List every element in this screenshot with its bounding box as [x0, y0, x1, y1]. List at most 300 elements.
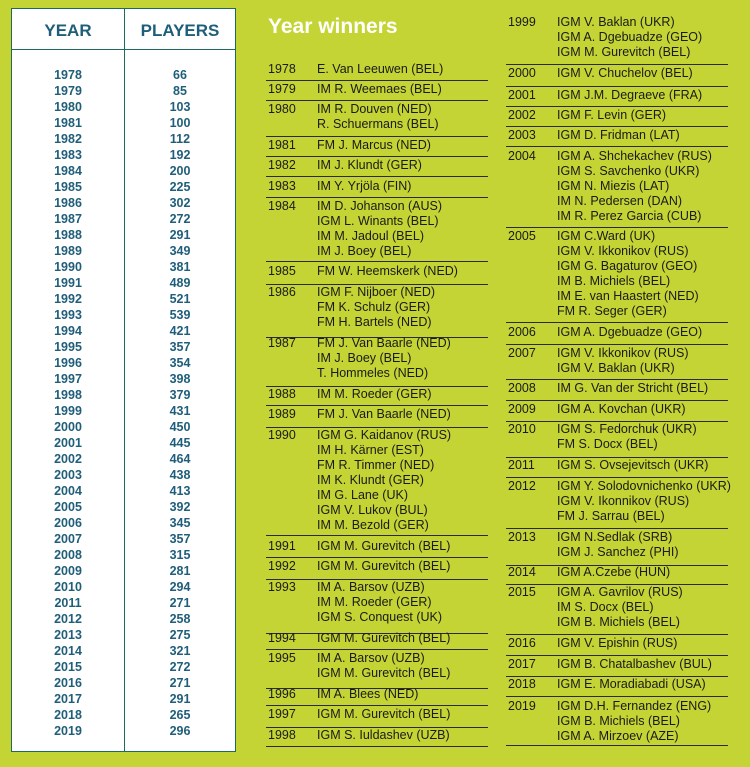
winner-names [317, 407, 451, 422]
winner-entry [266, 138, 488, 157]
year-cell: 2018 [54, 708, 82, 722]
table-row [12, 468, 235, 484]
players-column-header: PLAYERS [140, 21, 220, 40]
table-row [12, 612, 235, 628]
winner-names [557, 108, 666, 123]
winner-entry [506, 88, 728, 107]
players-cell: 85 [173, 84, 187, 98]
year-cell: 2016 [54, 676, 82, 690]
winner-names [317, 728, 450, 743]
winner-name: IM R. Douven (NED) [317, 102, 432, 116]
winner-entry [506, 229, 728, 323]
table-row [12, 116, 235, 132]
players-cell: 271 [169, 596, 191, 610]
table-row [12, 708, 235, 724]
year-cell: 2002 [54, 452, 82, 466]
winner-entry [506, 585, 728, 635]
winner-name: IGM E. Moradiabadi (USA) [557, 677, 706, 691]
winner-name: IGM M. Gurevitch (BEL) [317, 666, 451, 680]
winner-year: 1986 [268, 285, 296, 299]
table-row [12, 436, 235, 452]
players-cell: 272 [169, 660, 191, 674]
winner-names [557, 585, 683, 630]
year-cell: 2011 [54, 596, 82, 610]
year-cell: 1992 [54, 292, 82, 306]
winner-names [557, 636, 677, 651]
year-cell: 1994 [54, 324, 82, 338]
year-cell: 1989 [54, 244, 82, 258]
winner-name: IGM V. Baklan (UKR) [557, 15, 675, 29]
winner-name: FM R. Seger (GER) [557, 304, 667, 318]
winner-names [317, 580, 442, 625]
winner-name: R. Schuermans (BEL) [317, 117, 439, 131]
year-cell: 2015 [54, 660, 82, 674]
winner-name: IGM B. Chatalbashev (BUL) [557, 657, 712, 671]
table-row [12, 324, 235, 340]
winner-name: IM M. Jadoul (BEL) [317, 229, 424, 243]
year-cell: 1984 [54, 164, 82, 178]
winner-name: FM K. Schulz (GER) [317, 300, 431, 314]
table-row [12, 276, 235, 292]
players-cell: 275 [169, 628, 191, 642]
winner-name: IGM V. Chuchelov (BEL) [557, 66, 693, 80]
winner-entry [266, 687, 488, 706]
winner-year: 1983 [268, 179, 296, 193]
winner-name: IM M. Bezold (GER) [317, 518, 429, 532]
winner-name: IGM V. Lukov (BUL) [317, 503, 428, 517]
winner-name: FM R. Timmer (NED) [317, 458, 435, 472]
winner-name: FM J. Van Baarle (NED) [317, 407, 451, 421]
winner-year: 1981 [268, 138, 296, 152]
table-row [12, 372, 235, 388]
winner-entry [266, 82, 488, 101]
winner-names [557, 699, 711, 744]
winner-year: 1998 [268, 728, 296, 742]
players-cell: 291 [169, 692, 191, 706]
year-cell: 2003 [54, 468, 82, 482]
winner-entry [266, 387, 488, 406]
table-row [12, 180, 235, 196]
winner-entry [506, 657, 728, 677]
players-cell: 431 [169, 404, 191, 418]
winner-name: IM J. Klundt (GER) [317, 158, 422, 172]
players-cell: 294 [169, 580, 191, 594]
year-cell: 2000 [54, 420, 82, 434]
table-row [12, 692, 235, 708]
winner-entry [266, 539, 488, 558]
winner-year: 1991 [268, 539, 296, 553]
year-cell: 2012 [54, 612, 82, 626]
winner-name: IGM M. Gurevitch (BEL) [317, 631, 451, 645]
players-cell: 265 [169, 708, 191, 722]
winner-entry [266, 179, 488, 198]
table-row [12, 164, 235, 180]
winner-names [557, 422, 697, 452]
players-cell: 200 [169, 164, 191, 178]
winner-entry [266, 728, 488, 747]
winner-name: IGM A. Gavrilov (RUS) [557, 585, 683, 599]
winner-names [557, 402, 686, 417]
winner-name: E. Van Leeuwen (BEL) [317, 62, 444, 76]
winner-year: 2003 [508, 128, 536, 142]
players-cell: 381 [169, 260, 191, 274]
year-cell: 1999 [54, 404, 82, 418]
winner-year: 2007 [508, 346, 536, 360]
winner-name: IGM J.M. Degraeve (FRA) [557, 88, 703, 102]
year-cell: 1991 [54, 276, 82, 290]
year-cell: 1981 [54, 116, 82, 130]
players-cell: 258 [169, 612, 191, 626]
winner-name: IGM M. Gurevitch (BEL) [317, 707, 451, 721]
year-cell: 2009 [54, 564, 82, 578]
winner-entry [506, 66, 728, 87]
winner-name: IGM A. Dgebuadze (GEO) [557, 30, 703, 44]
winner-year: 2008 [508, 381, 536, 395]
winner-name: IGM A. Dgebuadze (GEO) [557, 325, 703, 339]
table-row [12, 212, 235, 228]
players-cell: 539 [169, 308, 191, 322]
winner-year: 1985 [268, 264, 296, 278]
table-row [12, 404, 235, 420]
year-cell: 2001 [54, 436, 82, 450]
winner-name: IM Y. Yrjöla (FIN) [317, 179, 412, 193]
winner-year: 2002 [508, 108, 536, 122]
players-cell: 302 [169, 196, 191, 210]
winner-year: 2009 [508, 402, 536, 416]
table-row [12, 452, 235, 468]
players-cell: 450 [169, 420, 191, 434]
year-column-header: YEAR [44, 21, 92, 40]
winner-names [317, 387, 432, 402]
winner-name: IGM B. Michiels (BEL) [557, 714, 680, 728]
winner-names [557, 565, 670, 580]
winner-entry [266, 102, 488, 137]
table-row [12, 84, 235, 100]
winner-name: IGM B. Michiels (BEL) [557, 615, 680, 629]
table-row [12, 580, 235, 596]
winner-entry [506, 346, 728, 380]
players-cell: 413 [169, 484, 191, 498]
players-cell: 296 [169, 724, 191, 738]
winner-names [557, 530, 679, 560]
year-cell: 1996 [54, 356, 82, 370]
year-cell: 1990 [54, 260, 82, 274]
winner-year: 1979 [268, 82, 296, 96]
winner-names [557, 677, 706, 692]
winner-year: 2018 [508, 677, 536, 691]
winner-year: 1999 [508, 15, 536, 29]
winner-name: IGM M. Gurevitch (BEL) [557, 45, 691, 59]
players-cell: 271 [169, 676, 191, 690]
year-cell: 1983 [54, 148, 82, 162]
winner-name: IGM J. Sanchez (PHI) [557, 545, 679, 559]
header-divider [12, 49, 235, 50]
winner-name: IM K. Klundt (GER) [317, 473, 424, 487]
players-cell: 464 [169, 452, 191, 466]
winner-year: 2013 [508, 530, 536, 544]
year-cell: 2019 [54, 724, 82, 738]
winner-name: IGM A.Czebe (HUN) [557, 565, 671, 579]
winner-year: 2000 [508, 66, 536, 80]
winner-entry [506, 422, 728, 458]
winner-year: 2001 [508, 88, 536, 102]
winner-entry [266, 631, 488, 650]
players-cell: 379 [169, 388, 191, 402]
year-cell: 1988 [54, 228, 82, 242]
winner-name: FM J. Marcus (NED) [317, 138, 431, 152]
winner-name: IM R. Weemaes (BEL) [317, 82, 442, 96]
winner-entry [506, 565, 728, 585]
players-cell: 421 [169, 324, 191, 338]
winner-names [317, 651, 450, 681]
year-cell: 1987 [54, 212, 82, 226]
table-row [12, 532, 235, 548]
winner-entry [506, 402, 728, 422]
table-row [12, 516, 235, 532]
winner-name: IM S. Docx (BEL) [557, 600, 654, 614]
winner-name: IGM L. Winants (BEL) [317, 214, 439, 228]
year-cell: 2014 [54, 644, 82, 658]
table-row [12, 244, 235, 260]
winner-year: 1987 [268, 336, 296, 350]
players-cell: 225 [169, 180, 191, 194]
players-cell: 357 [169, 340, 191, 354]
players-table-rows [12, 68, 235, 740]
winner-names [317, 559, 450, 574]
table-row [12, 308, 235, 324]
winner-entry [506, 636, 728, 656]
winner-year: 1984 [268, 199, 296, 213]
winner-year: 1978 [268, 62, 296, 76]
players-cell: 103 [169, 100, 191, 114]
winners-title: Year winners [268, 15, 398, 38]
year-cell: 1998 [54, 388, 82, 402]
winner-name: IM D. Johanson (AUS) [317, 199, 443, 213]
players-cell: 349 [169, 244, 191, 258]
winner-entry [266, 428, 488, 536]
winner-names [317, 82, 442, 97]
winner-entry [266, 199, 488, 262]
winner-name: IM E. van Haastert (NED) [557, 289, 699, 303]
winner-entry [506, 325, 728, 345]
winner-names [557, 458, 708, 473]
table-row [12, 196, 235, 212]
winner-names [317, 285, 435, 330]
winner-entry [506, 479, 731, 529]
winner-name: IGM F. Levin (GER) [557, 108, 667, 122]
winner-names [317, 687, 418, 702]
winner-names [317, 336, 451, 381]
winner-name: T. Hommeles (NED) [317, 366, 429, 380]
table-row [12, 660, 235, 676]
winner-names [317, 102, 439, 132]
winner-names [317, 707, 450, 722]
players-cell: 345 [169, 516, 191, 530]
winner-name: IGM V. Baklan (UKR) [557, 361, 675, 375]
winner-name: IGM S. Savchenko (UKR) [557, 164, 700, 178]
table-row [12, 340, 235, 356]
winner-names [557, 381, 708, 396]
year-cell: 2017 [54, 692, 82, 706]
winner-year: 1988 [268, 387, 296, 401]
winner-names [317, 179, 411, 194]
winner-name: IGM S. Iuldashev (UZB) [317, 728, 450, 742]
winner-entry [266, 336, 488, 387]
winner-entry [506, 381, 728, 401]
winner-entry [506, 149, 728, 228]
players-cell: 272 [169, 212, 191, 226]
winner-names [317, 138, 431, 153]
year-cell: 1978 [54, 68, 82, 82]
winner-name: FM H. Bartels (NED) [317, 315, 432, 329]
winner-name: IM M. Roeder (GER) [317, 595, 432, 609]
table-row [12, 724, 235, 740]
winner-name: IGM C.Ward (UK) [557, 229, 656, 243]
winner-entry [266, 285, 488, 338]
players-cell: 291 [169, 228, 191, 242]
players-cell: 392 [169, 500, 191, 514]
winner-names [317, 264, 458, 279]
year-cell: 1985 [54, 180, 82, 194]
winner-year: 2014 [508, 565, 536, 579]
winner-names [317, 158, 422, 173]
winner-name: IM J. Boey (BEL) [317, 244, 412, 258]
table-row [12, 676, 235, 692]
winner-name: IGM S. Ovsejevitsch (UKR) [557, 458, 709, 472]
players-panel [0, 0, 248, 767]
table-row [12, 564, 235, 580]
winner-name: IGM A. Kovchan (UKR) [557, 402, 686, 416]
table-row [12, 356, 235, 372]
winner-name: IGM Y. Solodovnichenko (UKR) [557, 479, 731, 493]
winner-name: FM S. Docx (BEL) [557, 437, 658, 451]
winner-names [317, 539, 450, 554]
winner-name: IM R. Perez Garcia (CUB) [557, 209, 702, 223]
winner-name: IGM S. Conquest (UK) [317, 610, 443, 624]
winner-name: FM J. Sarrau (BEL) [557, 509, 665, 523]
winner-name: IGM V. Ikkonikov (RUS) [557, 244, 689, 258]
winner-name: IGM V. Epishin (RUS) [557, 636, 678, 650]
table-row [12, 132, 235, 148]
winner-year: 1995 [268, 651, 296, 665]
year-cell: 2006 [54, 516, 82, 530]
winner-names [317, 62, 443, 77]
winner-name: IGM N.Sedlak (SRB) [557, 530, 673, 544]
winner-year: 1992 [268, 559, 296, 573]
table-row [12, 628, 235, 644]
winner-name: IM A. Blees (NED) [317, 687, 419, 701]
year-cell: 2013 [54, 628, 82, 642]
winner-year: 1993 [268, 580, 296, 594]
players-cell: 281 [169, 564, 191, 578]
winner-year: 2017 [508, 657, 536, 671]
players-cell: 66 [173, 68, 187, 82]
winner-year: 1980 [268, 102, 296, 116]
players-cell: 315 [169, 548, 191, 562]
winner-names [557, 346, 689, 376]
year-cell: 2005 [54, 500, 82, 514]
winner-name: IM M. Roeder (GER) [317, 387, 432, 401]
winner-names [557, 66, 693, 81]
winner-entry [266, 158, 488, 177]
winner-entry [266, 580, 488, 634]
winner-name: IM G. Lane (UK) [317, 488, 408, 502]
winner-year: 2004 [508, 149, 536, 163]
year-cell: 1980 [54, 100, 82, 114]
winner-entry [266, 559, 488, 580]
players-cell: 445 [169, 436, 191, 450]
table-row [12, 596, 235, 612]
players-cell: 100 [169, 116, 191, 130]
winner-name: IGM N. Miezis (LAT) [557, 179, 670, 193]
winner-entry [266, 707, 488, 728]
table-row [12, 548, 235, 564]
winner-entry [506, 677, 728, 697]
table-row [12, 484, 235, 500]
winner-names [557, 88, 702, 103]
winner-entry [506, 128, 728, 147]
year-cell: 2008 [54, 548, 82, 562]
winner-year: 2010 [508, 422, 536, 436]
winner-name: IGM M. Gurevitch (BEL) [317, 539, 451, 553]
winner-year: 1989 [268, 407, 296, 421]
year-cell: 1993 [54, 308, 82, 322]
winner-names [317, 199, 442, 259]
winner-year: 1994 [268, 631, 296, 645]
table-row [12, 292, 235, 308]
year-cell: 2004 [54, 484, 82, 498]
winner-name: IM B. Michiels (BEL) [557, 274, 671, 288]
players-table [11, 8, 236, 752]
winner-names [557, 325, 702, 340]
winner-entry [506, 15, 728, 65]
winner-name: IM A. Barsov (UZB) [317, 651, 425, 665]
winner-name: IGM F. Nijboer (NED) [317, 285, 436, 299]
players-cell: 521 [169, 292, 191, 306]
table-row [12, 388, 235, 404]
players-cell: 438 [169, 468, 191, 482]
winner-entry [506, 458, 728, 478]
winner-year: 2015 [508, 585, 536, 599]
table-row [12, 260, 235, 276]
winner-name: IGM D. Fridman (LAT) [557, 128, 680, 142]
winner-name: IGM D.H. Fernandez (ENG) [557, 699, 712, 713]
winner-entry [266, 407, 488, 428]
winner-name: FM J. Van Baarle (NED) [317, 336, 451, 350]
winner-year: 2016 [508, 636, 536, 650]
players-cell: 398 [169, 372, 191, 386]
year-cell: 2007 [54, 532, 82, 546]
winner-name: IGM S. Fedorchuk (UKR) [557, 422, 697, 436]
winner-year: 2006 [508, 325, 536, 339]
players-cell: 192 [169, 148, 191, 162]
players-cell: 354 [169, 356, 191, 370]
winner-entry [266, 264, 488, 285]
winner-names [317, 428, 451, 533]
players-cell: 357 [169, 532, 191, 546]
year-cell: 1982 [54, 132, 82, 146]
table-row [12, 100, 235, 116]
winner-names [557, 149, 712, 224]
winner-name: FM W. Heemskerk (NED) [317, 264, 458, 278]
players-cell: 321 [169, 644, 191, 658]
winner-year: 2005 [508, 229, 536, 243]
winner-names [557, 15, 702, 60]
winner-entry [506, 699, 728, 746]
winner-entry [506, 108, 728, 127]
winner-year: 1990 [268, 428, 296, 442]
table-row [12, 420, 235, 436]
